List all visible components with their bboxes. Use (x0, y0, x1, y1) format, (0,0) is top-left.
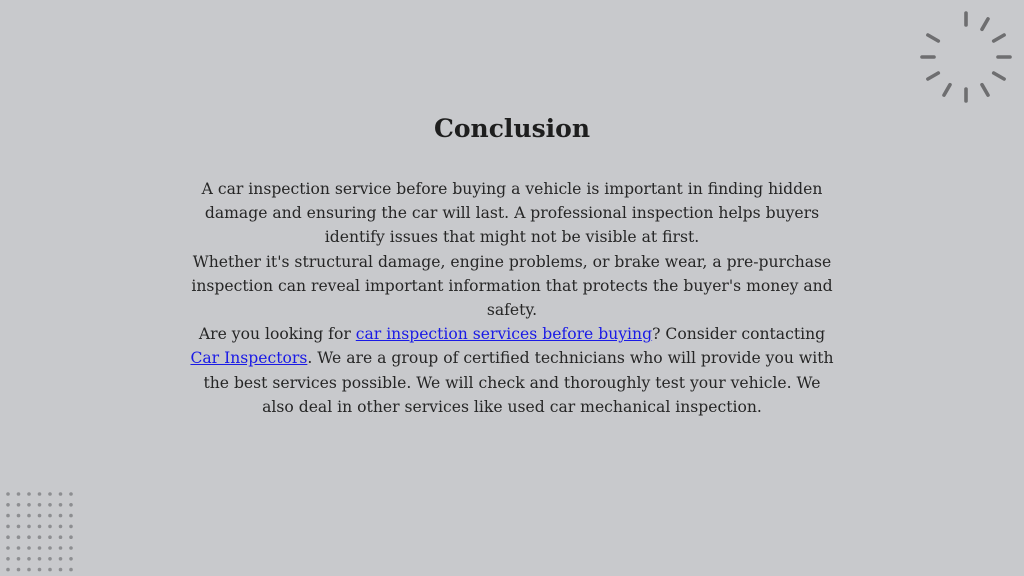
contact-text-end: . We are a group of certified technicians who will provide you with the best services possible. We will check and thoroughly test your vehicle. We also deal in other services like used car mechanical inspection. (203, 349, 834, 416)
grid-dot (59, 492, 63, 496)
grid-dot (6, 492, 10, 496)
grid-dot (17, 535, 21, 539)
grid-dot (38, 492, 42, 496)
grid-dot (17, 492, 21, 496)
spinner-tick (944, 85, 950, 95)
paragraph-intro: A car inspection service before buying a vehicle is important in finding hidden damage and ensuring the car will last. A professional inspection helps buyers identify issues that might not be visible at first. (201, 180, 823, 247)
grid-dot (38, 514, 42, 518)
grid-dot (6, 557, 10, 561)
car-inspection-services-link[interactable]: car inspection services before buying (355, 325, 653, 344)
grid-dot (69, 492, 73, 496)
grid-dot (27, 525, 31, 529)
grid-dot (27, 514, 31, 518)
grid-dot (69, 525, 73, 529)
grid-dot (6, 546, 10, 550)
grid-dot (6, 535, 10, 539)
grid-dot (48, 514, 52, 518)
slide-body (190, 177, 834, 419)
grid-dot (6, 503, 10, 507)
grid-dot (38, 535, 42, 539)
spinner-tick (982, 19, 988, 29)
grid-dot (38, 503, 42, 507)
grid-dot (38, 568, 42, 572)
grid-dot (69, 568, 73, 572)
grid-dot (17, 568, 21, 572)
grid-dot (17, 514, 21, 518)
grid-dot (69, 546, 73, 550)
grid-dot (69, 503, 73, 507)
spinner-tick (928, 73, 938, 79)
grid-dot (38, 525, 42, 529)
grid-dot (59, 568, 63, 572)
grid-dot (27, 546, 31, 550)
slide-title: Conclusion (433, 114, 591, 143)
grid-dot (27, 535, 31, 539)
grid-dot (69, 557, 73, 561)
grid-dot (48, 557, 52, 561)
contact-text-middle: ? Consider contacting (652, 325, 826, 344)
paragraph-details: Whether it's structural damage, engine problems, or brake wear, a pre-purchase inspection can reveal important information that protects the buyer's money and safety. (191, 252, 833, 320)
grid-dot (48, 546, 52, 550)
grid-dot (59, 557, 63, 561)
grid-dot (48, 525, 52, 529)
car-inspectors-link[interactable]: Car Inspectors (190, 349, 308, 368)
spinner-tick (994, 73, 1004, 79)
grid-dot (69, 535, 73, 539)
grid-dot (38, 557, 42, 561)
grid-dot (27, 568, 31, 572)
grid-dot (59, 535, 63, 539)
spinner-tick (982, 85, 988, 95)
grid-dot (6, 525, 10, 529)
grid-dot (6, 514, 10, 518)
grid-dot (17, 503, 21, 507)
grid-dot (48, 503, 52, 507)
spinner-tick (994, 35, 1004, 41)
grid-dot (17, 557, 21, 561)
grid-dot (59, 514, 63, 518)
grid-dot (27, 503, 31, 507)
grid-dot (27, 557, 31, 561)
grid-dot (17, 546, 21, 550)
grid-dot (59, 525, 63, 529)
grid-dot (69, 514, 73, 518)
grid-dot (38, 546, 42, 550)
spinner-tick (928, 35, 938, 41)
grid-dot (59, 546, 63, 550)
grid-dot (59, 503, 63, 507)
grid-dot (17, 525, 21, 529)
loading-spinner-icon (918, 9, 1014, 105)
grid-dot (48, 568, 52, 572)
grid-dot (6, 568, 10, 572)
paragraph-contact (190, 322, 834, 419)
grid-dot (48, 535, 52, 539)
contact-text-start: Are you looking for (198, 325, 356, 344)
dot-grid-pattern (0, 488, 80, 576)
grid-dot (48, 492, 52, 496)
grid-dot (27, 492, 31, 496)
